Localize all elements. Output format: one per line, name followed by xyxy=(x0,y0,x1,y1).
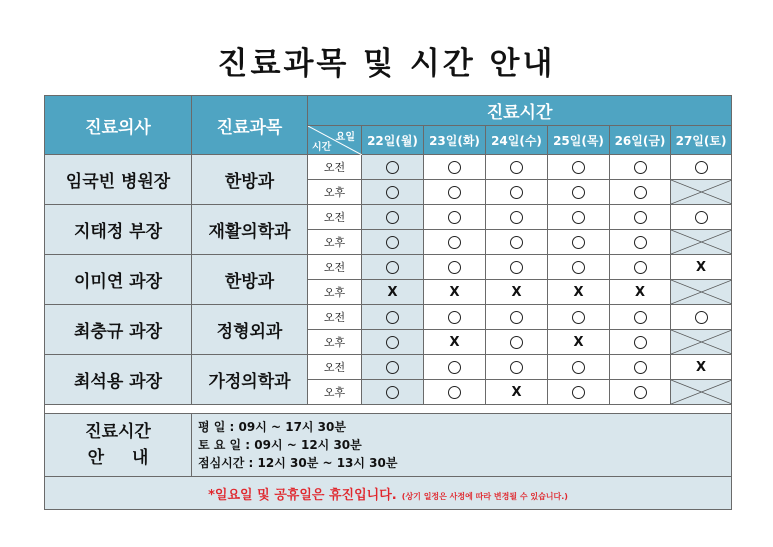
circle-icon xyxy=(695,311,708,324)
circle-icon xyxy=(634,161,647,174)
circle-icon xyxy=(572,261,585,274)
available-mark xyxy=(486,180,548,205)
header-day-time-corner xyxy=(308,126,362,155)
cross-out-icon xyxy=(671,230,732,254)
corner-day-label: 요일 xyxy=(335,132,355,143)
time-slot-label: 오후 xyxy=(308,380,362,405)
department: 한방과 xyxy=(192,155,308,205)
info-line-weekday: 평 일 : 09시 ~ 17시 30분 xyxy=(198,420,346,434)
circle-icon xyxy=(510,336,523,349)
x-mark: X xyxy=(387,284,398,300)
time-slot-label: 오전 xyxy=(308,305,362,330)
cross-out-icon xyxy=(671,330,732,354)
circle-icon xyxy=(510,261,523,274)
available-mark xyxy=(424,255,486,280)
circle-icon xyxy=(634,311,647,324)
available-mark xyxy=(610,330,671,355)
circle-icon xyxy=(448,311,461,324)
time-slot-label: 오전 xyxy=(308,255,362,280)
time-slot-label: 오후 xyxy=(308,280,362,305)
closed-mark xyxy=(362,280,424,305)
available-mark xyxy=(610,255,671,280)
corner-time-label: 시간 xyxy=(312,142,332,153)
circle-icon xyxy=(572,386,585,399)
schedule-row xyxy=(45,155,732,180)
circle-icon xyxy=(510,236,523,249)
x-mark: X xyxy=(449,334,460,350)
closed-mark xyxy=(671,355,732,380)
department: 가정의학과 xyxy=(192,355,308,405)
notice-main: *일요일 및 공휴일은 휴진입니다. xyxy=(208,487,397,503)
department: 재활의학과 xyxy=(192,205,308,255)
circle-icon xyxy=(386,186,399,199)
available-mark xyxy=(486,155,548,180)
available-mark xyxy=(610,205,671,230)
not-applicable-cell xyxy=(671,280,732,305)
available-mark xyxy=(548,380,610,405)
closed-mark xyxy=(424,330,486,355)
day-header: 23일(화) xyxy=(424,126,486,155)
x-mark: X xyxy=(696,259,707,275)
circle-icon xyxy=(634,261,647,274)
doctor-name: 최충규 과장 xyxy=(45,305,192,355)
schedule-row xyxy=(45,355,732,380)
circle-icon xyxy=(572,361,585,374)
available-mark xyxy=(362,205,424,230)
not-applicable-cell xyxy=(671,180,732,205)
available-mark xyxy=(486,305,548,330)
day-header: 27일(토) xyxy=(671,126,732,155)
available-mark xyxy=(548,205,610,230)
x-mark: X xyxy=(696,359,707,375)
department: 정형외과 xyxy=(192,305,308,355)
available-mark xyxy=(362,355,424,380)
available-mark xyxy=(486,255,548,280)
circle-icon xyxy=(448,211,461,224)
available-mark xyxy=(424,355,486,380)
not-applicable-cell xyxy=(671,380,732,405)
circle-icon xyxy=(634,236,647,249)
closed-mark xyxy=(424,280,486,305)
time-slot-label: 오후 xyxy=(308,230,362,255)
cross-out-icon xyxy=(671,380,732,404)
available-mark xyxy=(610,305,671,330)
schedule-table xyxy=(44,95,732,510)
available-mark xyxy=(362,305,424,330)
available-mark xyxy=(486,205,548,230)
circle-icon xyxy=(448,161,461,174)
available-mark xyxy=(362,330,424,355)
not-applicable-cell xyxy=(671,230,732,255)
circle-icon xyxy=(634,361,647,374)
available-mark xyxy=(424,180,486,205)
page-title: 진료과목 및 시간 안내 xyxy=(217,46,556,82)
circle-icon xyxy=(448,236,461,249)
available-mark xyxy=(548,180,610,205)
available-mark xyxy=(424,380,486,405)
available-mark xyxy=(362,380,424,405)
doctor-name: 최석용 과장 xyxy=(45,355,192,405)
time-slot-label: 오후 xyxy=(308,330,362,355)
cross-out-icon xyxy=(671,280,732,304)
day-header: 25일(목) xyxy=(548,126,610,155)
x-mark: X xyxy=(511,284,522,300)
circle-icon xyxy=(386,386,399,399)
x-mark: X xyxy=(511,384,522,400)
available-mark xyxy=(610,180,671,205)
info-line-lunch: 점심시간 : 12시 30분 ~ 13시 30분 xyxy=(198,456,398,470)
available-mark xyxy=(486,355,548,380)
header-clinic-time: 진료시간 xyxy=(308,96,732,126)
circle-icon xyxy=(510,161,523,174)
not-applicable-cell xyxy=(671,330,732,355)
circle-icon xyxy=(386,311,399,324)
time-slot-label: 오후 xyxy=(308,180,362,205)
available-mark xyxy=(610,230,671,255)
info-line-saturday: 토 요 일 : 09시 ~ 12시 30분 xyxy=(198,438,362,452)
available-mark xyxy=(424,155,486,180)
available-mark xyxy=(548,355,610,380)
available-mark xyxy=(362,230,424,255)
header-doctor: 진료의사 xyxy=(45,96,192,155)
available-mark xyxy=(671,205,732,230)
available-mark xyxy=(486,230,548,255)
x-mark: X xyxy=(573,334,584,350)
available-mark xyxy=(362,255,424,280)
circle-icon xyxy=(634,386,647,399)
circle-icon xyxy=(572,161,585,174)
available-mark xyxy=(424,230,486,255)
closed-mark xyxy=(671,255,732,280)
day-header: 22일(월) xyxy=(362,126,424,155)
circle-icon xyxy=(510,211,523,224)
circle-icon xyxy=(448,386,461,399)
circle-icon xyxy=(634,211,647,224)
available-mark xyxy=(362,155,424,180)
doctor-name: 이미연 과장 xyxy=(45,255,192,305)
available-mark xyxy=(362,180,424,205)
circle-icon xyxy=(386,236,399,249)
available-mark xyxy=(548,255,610,280)
circle-icon xyxy=(386,336,399,349)
notice-sub: (상기 일정은 사정에 따라 변경될 수 있습니다.) xyxy=(401,491,568,501)
closed-mark xyxy=(610,280,671,305)
circle-icon xyxy=(386,261,399,274)
closed-mark xyxy=(486,280,548,305)
time-slot-label: 오전 xyxy=(308,205,362,230)
doctor-name: 지태정 부장 xyxy=(45,205,192,255)
circle-icon xyxy=(572,236,585,249)
schedule-row xyxy=(45,305,732,330)
available-mark xyxy=(610,355,671,380)
header-department: 진료과목 xyxy=(192,96,308,155)
x-mark: X xyxy=(449,284,460,300)
available-mark xyxy=(486,330,548,355)
time-slot-label: 오전 xyxy=(308,355,362,380)
closed-mark xyxy=(548,330,610,355)
available-mark xyxy=(671,155,732,180)
info-hours xyxy=(192,414,732,477)
circle-icon xyxy=(386,211,399,224)
circle-icon xyxy=(448,186,461,199)
available-mark xyxy=(548,155,610,180)
available-mark xyxy=(424,305,486,330)
doctor-name: 임국빈 병원장 xyxy=(45,155,192,205)
time-slot-label: 오전 xyxy=(308,155,362,180)
circle-icon xyxy=(510,186,523,199)
available-mark xyxy=(548,230,610,255)
circle-icon xyxy=(386,161,399,174)
circle-icon xyxy=(695,211,708,224)
circle-icon xyxy=(695,161,708,174)
x-mark: X xyxy=(573,284,584,300)
closed-mark xyxy=(486,380,548,405)
circle-icon xyxy=(448,361,461,374)
schedule-row xyxy=(45,255,732,280)
info-label xyxy=(45,414,192,477)
day-header: 26일(금) xyxy=(610,126,671,155)
info-label-line2: 안 내 xyxy=(87,448,149,468)
circle-icon xyxy=(510,311,523,324)
schedule-row xyxy=(45,205,732,230)
cross-out-icon xyxy=(671,180,732,204)
closed-mark xyxy=(548,280,610,305)
info-label-line1: 진료시간 xyxy=(85,422,151,442)
circle-icon xyxy=(572,311,585,324)
x-mark: X xyxy=(634,284,646,300)
available-mark xyxy=(610,155,671,180)
circle-icon xyxy=(386,361,399,374)
circle-icon xyxy=(634,336,647,349)
circle-icon xyxy=(572,211,585,224)
available-mark xyxy=(424,205,486,230)
day-header: 24일(수) xyxy=(486,126,548,155)
circle-icon xyxy=(448,261,461,274)
circle-icon xyxy=(572,186,585,199)
department: 한방과 xyxy=(192,255,308,305)
circle-icon xyxy=(510,361,523,374)
closure-notice xyxy=(45,477,732,510)
available-mark xyxy=(548,305,610,330)
available-mark xyxy=(610,380,671,405)
available-mark xyxy=(671,305,732,330)
circle-icon xyxy=(634,186,647,199)
